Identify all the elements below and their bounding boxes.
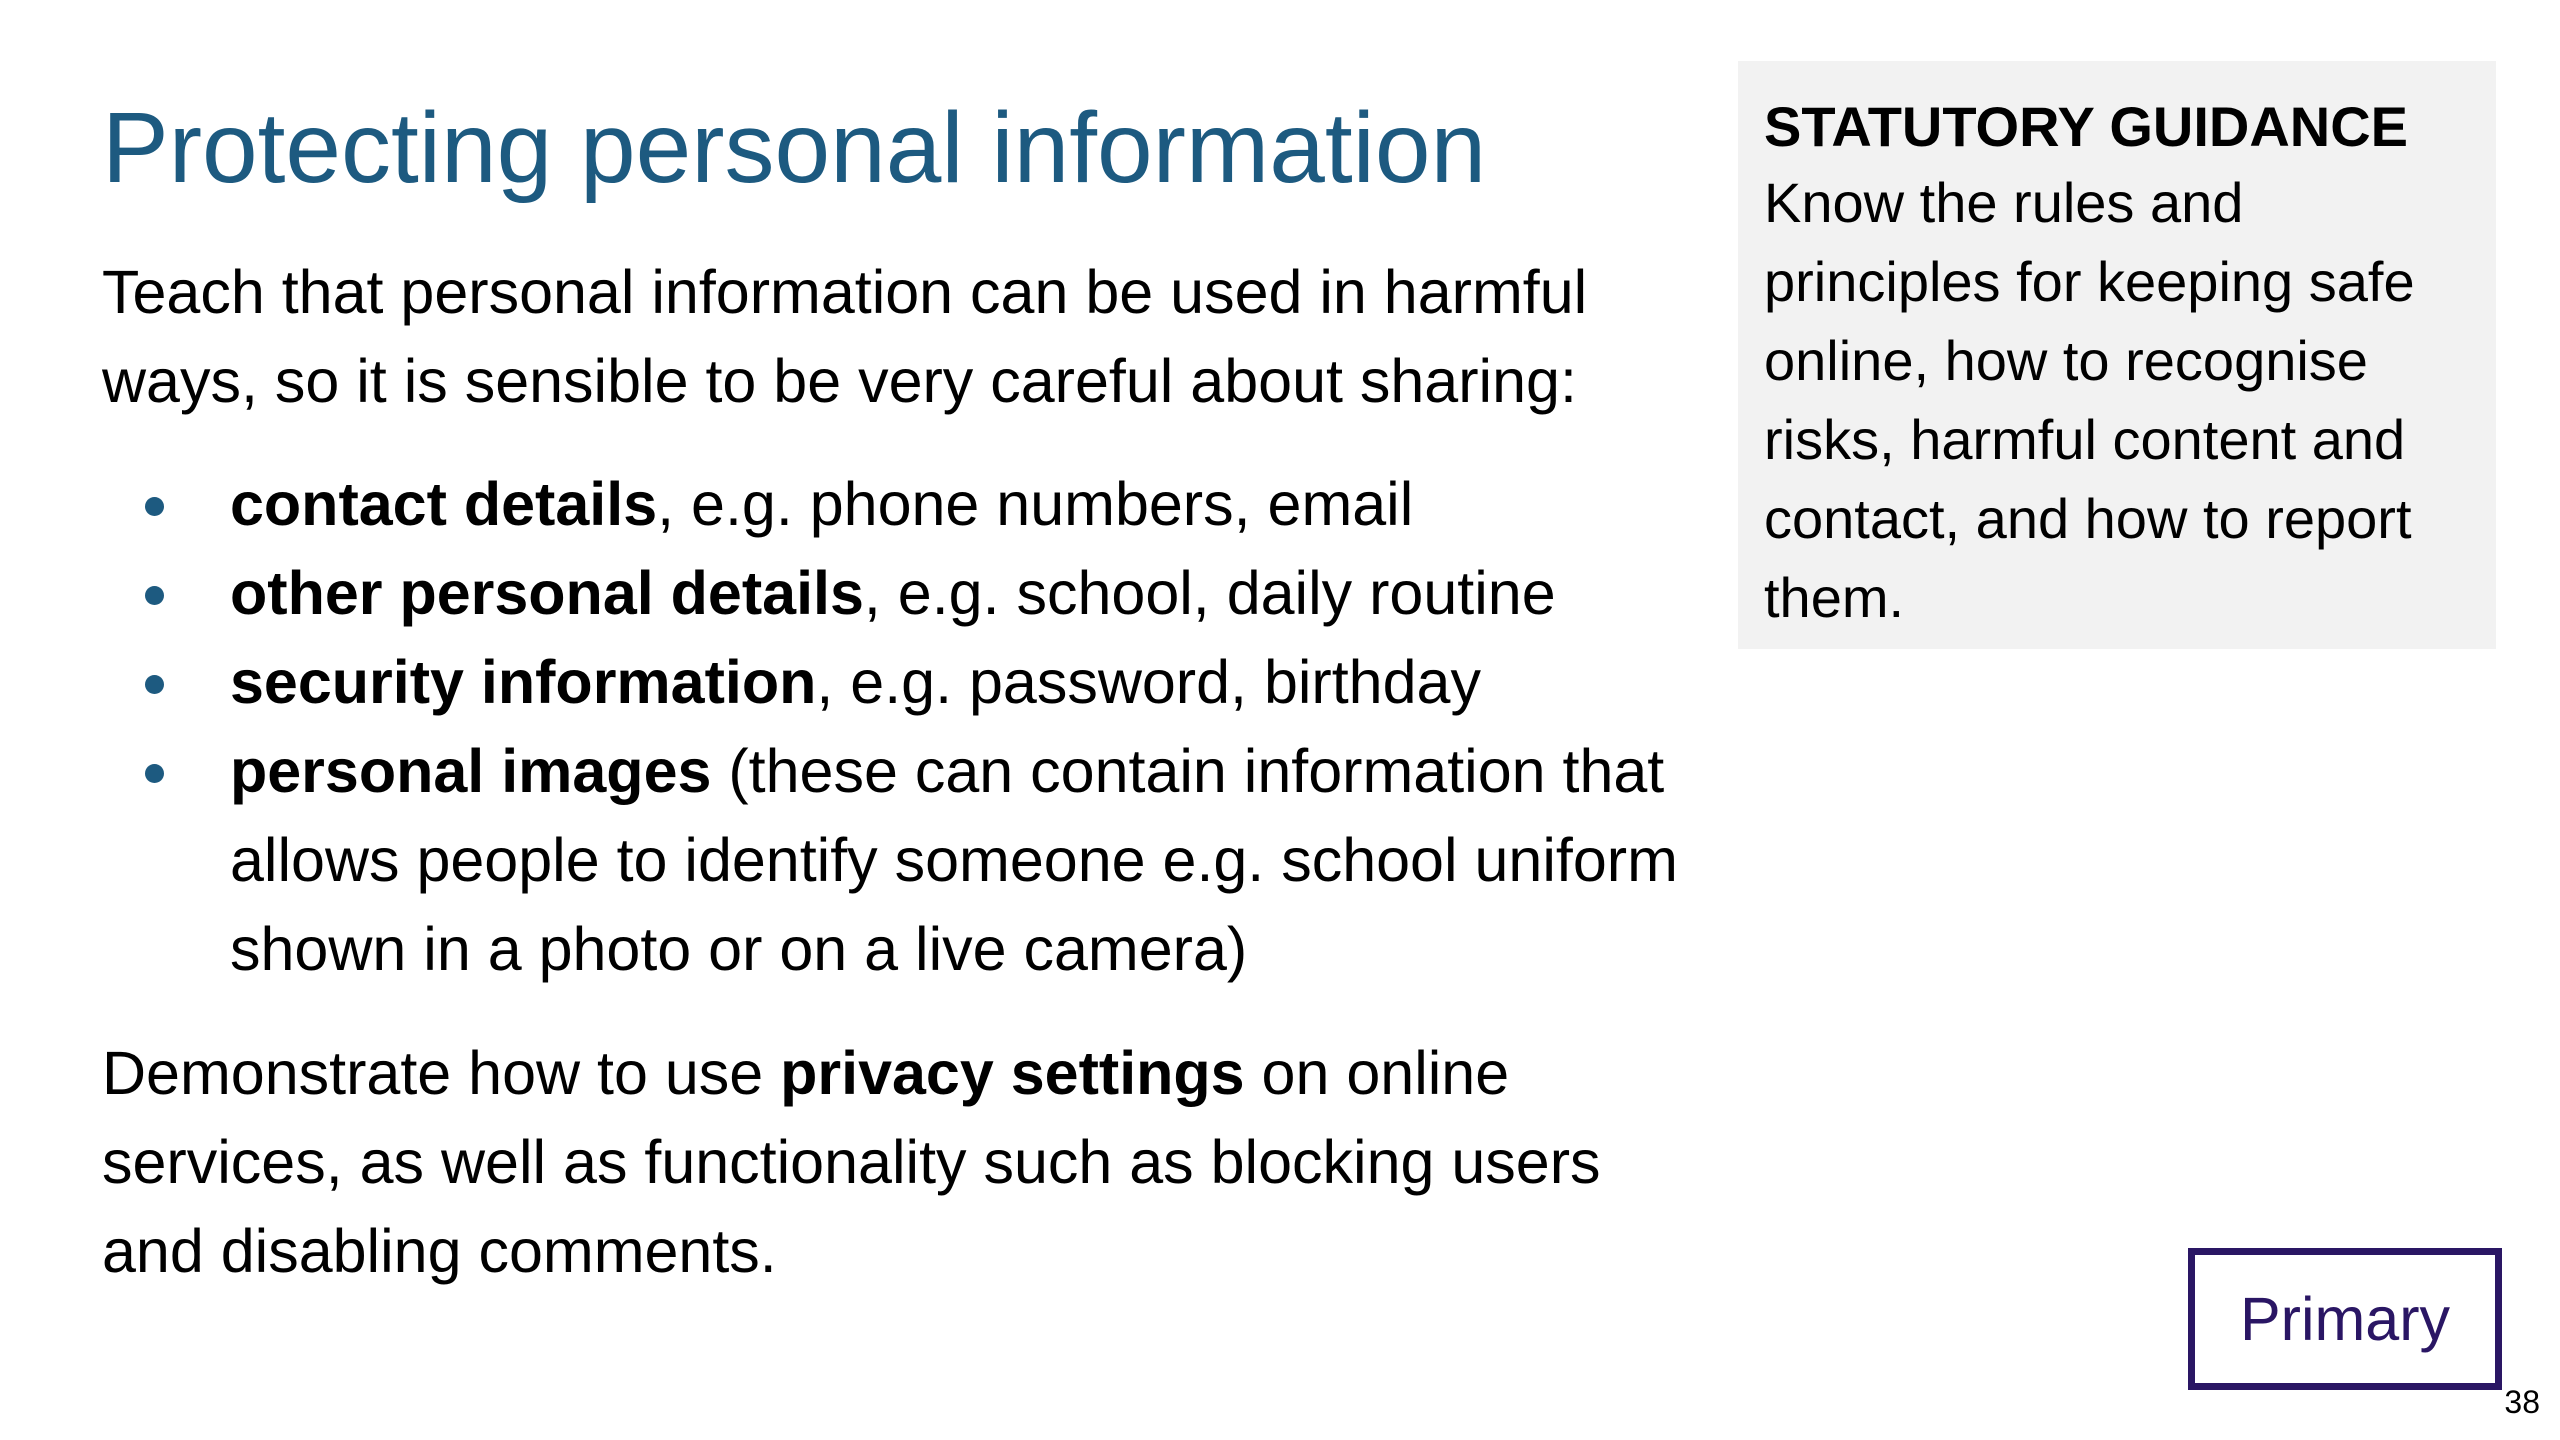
bullet-term: other personal details — [230, 559, 864, 627]
outro-emphasis: privacy settings — [780, 1039, 1245, 1107]
page-number: 38 — [2504, 1384, 2540, 1420]
list-item — [102, 460, 1712, 549]
bullet-icon — [145, 675, 164, 694]
bullet-icon — [145, 586, 164, 605]
outro-text-before: Demonstrate how to use — [102, 1039, 781, 1107]
bullet-description: , e.g. password, birthday — [816, 648, 1481, 716]
outro-paragraph — [102, 1029, 1712, 1296]
phase-badge: Primary — [2188, 1248, 2502, 1390]
list-item — [102, 638, 1712, 727]
list-item — [102, 549, 1712, 638]
bullet-term: contact details — [230, 470, 658, 538]
bullet-description: , e.g. school, daily routine — [863, 559, 1556, 627]
bullet-list — [102, 460, 1712, 994]
intro-paragraph: Teach that personal information can be used in harmful ways, so it is sensible to be very careful about sharing: — [102, 258, 1588, 415]
bullet-description: (these can contain information that allows people to identify someone e.g. school uniform shown in a photo or on a live camera) — [230, 737, 1678, 983]
outro-text-after: on online services, as well as functionality such as blocking users and disabling comments. — [102, 1039, 1601, 1285]
list-item — [102, 727, 1712, 994]
guidance-heading: STATUTORY GUIDANCE — [1764, 95, 2409, 158]
slide-title: Protecting personal information — [102, 92, 1487, 204]
bullet-term: personal images — [230, 737, 712, 805]
bullet-term: security information — [230, 648, 817, 716]
guidance-text: Know the rules and principles for keeping safe online, how to recognise risks, harmful content and contact, and how to report them. — [1764, 171, 2415, 629]
statutory-guidance-box — [1738, 61, 2496, 649]
bullet-icon — [145, 764, 164, 783]
bullet-icon — [145, 497, 164, 516]
bullet-description: , e.g. phone numbers, email — [657, 470, 1414, 538]
